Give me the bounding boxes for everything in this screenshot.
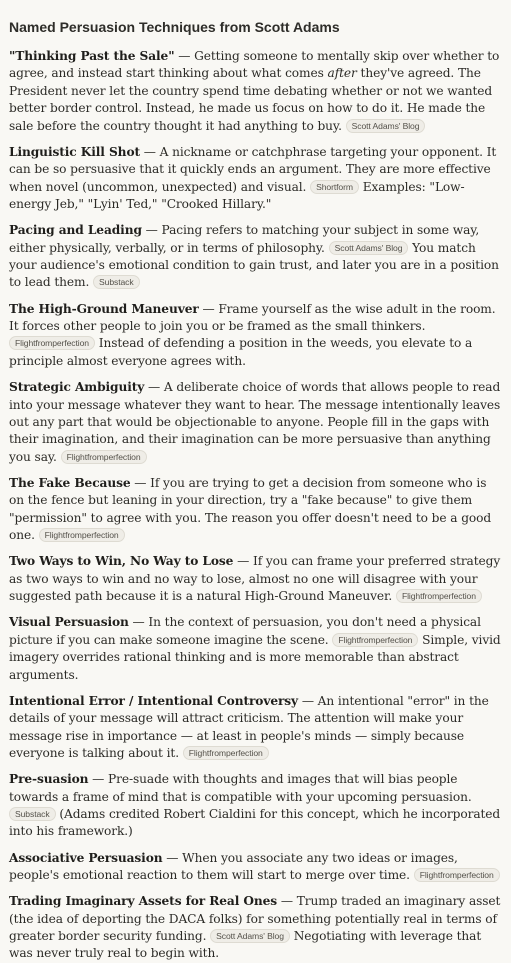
- source-chip[interactable]: Scott Adams' Blog: [210, 929, 290, 943]
- item-text: Examples: "Low-energy Jeb," "Lyin' Ted," "Crooked Hillary.": [9, 179, 465, 212]
- item-text: Instead of defending a position in the weeds, you elevate to a principle almost everyone agrees with.: [9, 336, 473, 368]
- item-text: — Pre-suade with thoughts and images that will bias people towards a frame of mind that is compatible with your upcoming persuasion.: [9, 772, 472, 804]
- item-text: — A nickname or catchphrase targeting your opponent. It can be so persuasive that it quickly ends an argument. They are more effective when novel (uncommon, unexpected) and visual.: [9, 144, 497, 194]
- technique-term: Pre-suasion: [9, 772, 89, 787]
- technique-term: Associative Persuasion: [9, 850, 163, 865]
- list-item: [9, 144, 503, 214]
- technique-term: Two Ways to Win, No Way to Lose: [9, 554, 234, 569]
- page-title: Named Persuasion Techniques from Scott Adams: [9, 19, 340, 35]
- item-text: — An intentional "error" in the details of your message will attract criticism. The attention will make your message rise in importance — at least in people's minds — simply because everyone is talking about it.: [9, 693, 489, 760]
- list-item: [9, 693, 503, 763]
- item-emphasis: after: [327, 66, 357, 81]
- list-item: [9, 771, 503, 841]
- source-chip[interactable]: Scott Adams' Blog: [329, 241, 409, 255]
- item-text: they've agreed. The President never let the country spend time debating whether or not we wanted better border control. Instead, he made us focus on how to do it. He made the sale before the country thought it had anything to buy.: [9, 66, 493, 133]
- technique-term: Linguistic Kill Shot: [9, 144, 141, 159]
- source-chip[interactable]: Shortform: [310, 180, 359, 194]
- source-chip[interactable]: Substack: [93, 275, 140, 289]
- source-chip[interactable]: Flightfromperfection: [9, 336, 95, 350]
- item-text: Negotiating with leverage that was never truly real to begin with.: [9, 929, 482, 961]
- source-chip[interactable]: Flightfromperfection: [332, 633, 418, 647]
- source-chip[interactable]: Flightfromperfection: [414, 868, 500, 882]
- source-chip[interactable]: Flightfromperfection: [61, 450, 147, 464]
- technique-term: The High-Ground Maneuver: [9, 301, 199, 316]
- source-chip[interactable]: Flightfromperfection: [183, 746, 269, 760]
- technique-term: Trading Imaginary Assets for Real Ones: [9, 894, 278, 909]
- source-chip[interactable]: Flightfromperfection: [396, 589, 482, 603]
- technique-term: "Thinking Past the Sale": [9, 49, 175, 63]
- item-text: Simple, vivid imagery overrides rational thinking and is more memorable than abstract arguments.: [9, 632, 501, 682]
- item-text: — When you associate any two ideas or images, people's emotional reaction to them will start to merge over time.: [9, 850, 458, 883]
- list-item: [9, 553, 503, 605]
- technique-term: Visual Persuasion: [9, 615, 129, 630]
- technique-term: Strategic Ambiguity: [9, 380, 145, 395]
- list-item: [9, 475, 503, 545]
- item-text: — Getting someone to mentally skip over whether to agree, and instead start thinking about what comes: [9, 49, 500, 81]
- list-item: [9, 222, 503, 292]
- item-text: — A deliberate choice of words that allows people to read into your message whatever they want to hear. The message intentionally leaves out any part that would be objectionable to anyone. People fill in the gaps with their imagination, and their imagination can be more persuasive than anything you say.: [9, 380, 501, 464]
- item-text: — If you can frame your preferred strategy as two ways to win and no way to lose, almost no one will disagree with your suggested path because it is a natural High-Ground Maneuver.: [9, 554, 501, 604]
- list-item: [9, 850, 503, 885]
- list-item: [9, 893, 503, 963]
- item-text: — Trump traded an imaginary asset (the idea of deporting the DACA folks) for something potentially real in terms of greater border security funding.: [9, 894, 501, 944]
- item-text: — If you are trying to get a decision from someone who is on the fence but leaning in your direction, try a "fake because" to give them "permission" to agree with you. The reason you offer doesn't need to be a good one.: [9, 475, 492, 543]
- technique-term: Intentional Error / Intentional Controversy: [9, 693, 299, 708]
- item-text: — Frame yourself as the wise adult in the room. It forces other people to join you or be framed as the small thinkers.: [9, 301, 496, 334]
- list-item: [9, 48, 503, 135]
- list-item: [9, 301, 503, 371]
- item-text: — Pacing refers to matching your subject in some way, either physically, verbally, or in terms of philosophy.: [9, 223, 480, 255]
- source-chip[interactable]: Flightfromperfection: [39, 528, 125, 542]
- list-item: [9, 379, 503, 466]
- technique-term: Pacing and Leading: [9, 223, 142, 238]
- item-text: You match your audience's emotional condition to gain trust, and later you are in a position to lead them.: [9, 240, 499, 290]
- item-text: (Adams credited Robert Cialdini for this concept, which he incorporated into his framework.): [9, 807, 501, 839]
- list-item: [9, 614, 503, 684]
- technique-term: The Fake Because: [9, 475, 131, 490]
- source-chip[interactable]: Scott Adams' Blog: [346, 119, 426, 133]
- item-text: — In the context of persuasion, you don't need a physical picture if you can make someone imagine the scene.: [9, 615, 481, 647]
- source-chip[interactable]: Substack: [9, 807, 56, 821]
